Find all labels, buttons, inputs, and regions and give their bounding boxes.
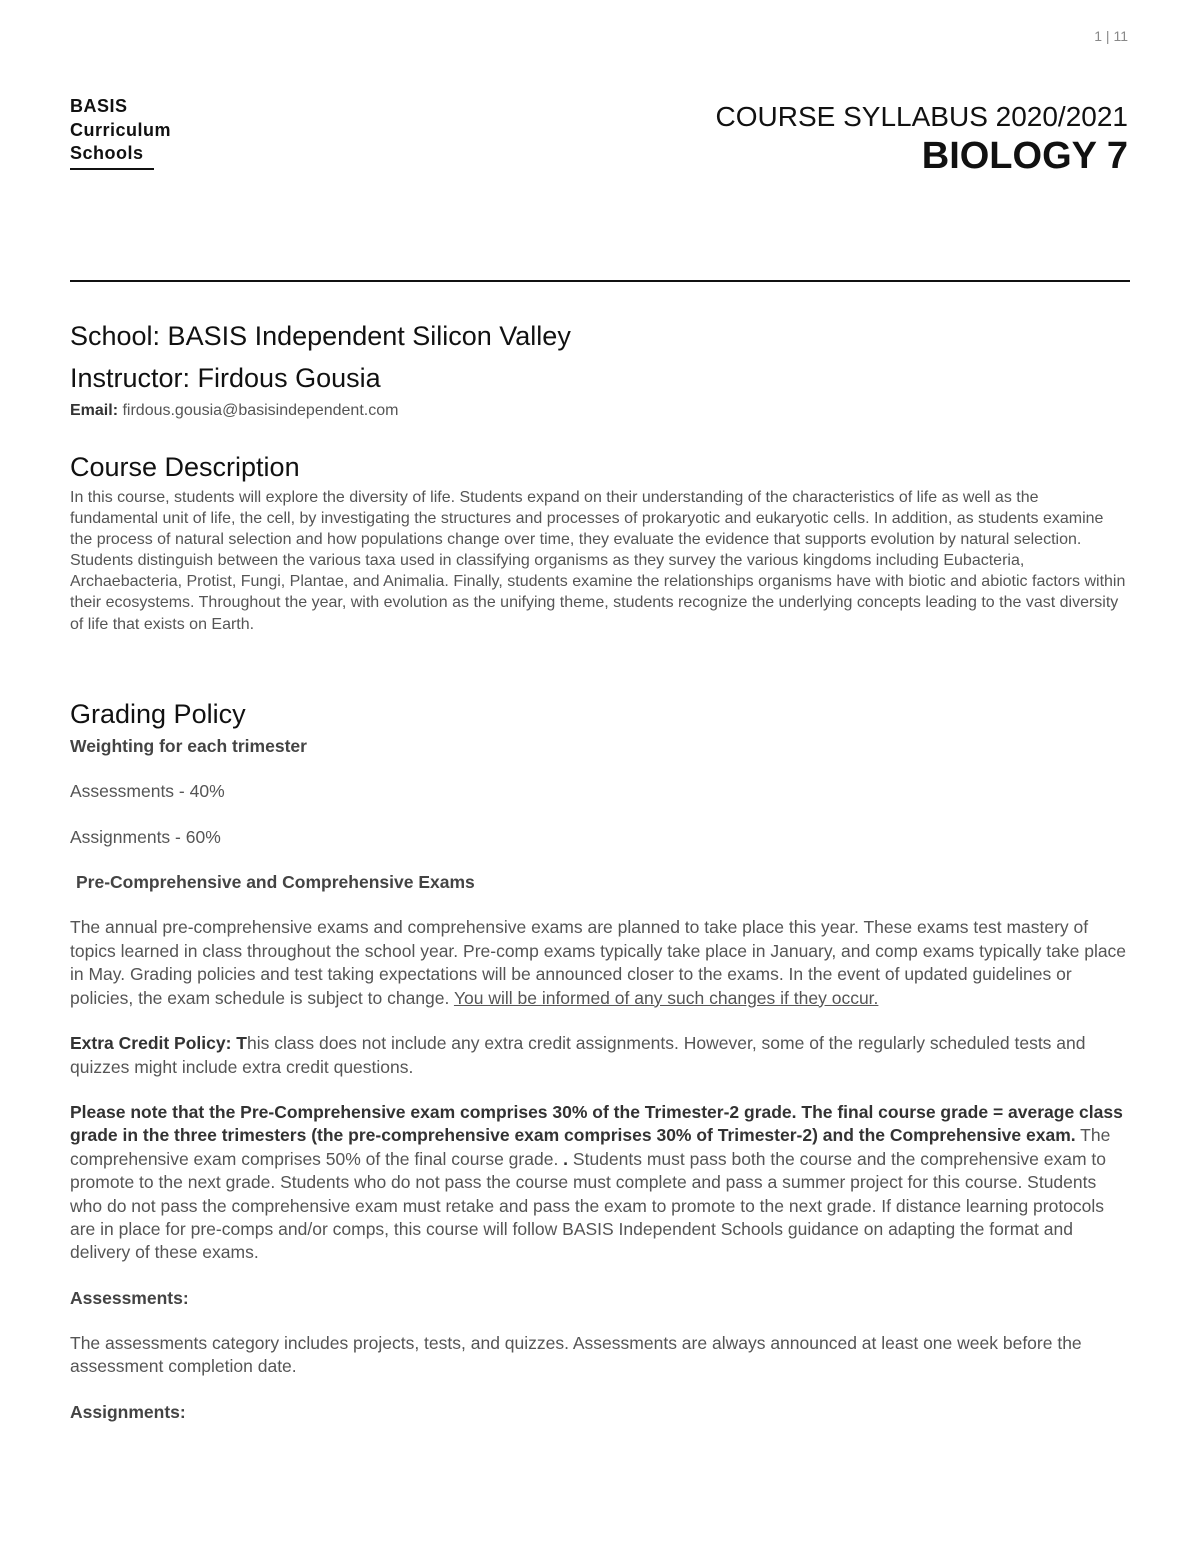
final-grade-note-bold: Please note that the Pre-Comprehensive exam comprises 30% of the Trimester-2 grade. The final course grade = average class grade in the three trimesters (the pre-comprehensive exam comprises 30% of Trimester-2) and the Comprehensive exam. [70, 1101, 1123, 1146]
header-divider [70, 280, 1130, 282]
email-label: Email: [70, 402, 119, 419]
weighting-label: Weighting for each trimester [70, 735, 307, 756]
course-title: BIOLOGY 7 [921, 135, 1128, 177]
logo-underline [70, 168, 154, 170]
logo-line-3: Schools [70, 143, 144, 163]
course-description-heading: Course Description [70, 452, 300, 482]
final-grade-note-text: The comprehensive exam comprises 50% of the final course grade. [70, 1125, 1111, 1169]
exams-paragraph [70, 916, 1130, 1010]
exams-text: The annual pre-comprehensive exams and comprehensive exams are planned to take place this year. These exams test mastery of topics learned in class throughout the school year. Pre-comp exams typically take place in January, and comp exams typically take place in May. Grading policies and test taking expectations will be announced closer to the exams. In the event of updated guidelines or policies, the exam schedule is subject to change. [70, 917, 1127, 1008]
final-grade-note [70, 1101, 1130, 1265]
extra-credit-text: his class does not include any extra credit assignments. However, some of the regularly scheduled tests and quizzes might include extra credit questions. [70, 1033, 1086, 1077]
email-line [70, 400, 1130, 422]
school-name: School: BASIS Independent Silicon Valley [70, 321, 571, 351]
email-address[interactable]: firdous.gousia@basisindependent.com [118, 402, 399, 419]
final-grade-note-text-2: Students must pass both the course and the comprehensive exam to promote to the next grade. Students who do not pass the course must complete and pass a summer project for this course. Students who do not pass the comprehensive exam must retake and pass the exam to promote to the next grade. If distance learning protocols are in place for pre-comps and/or comps, this course will follow BASIS Independent Schools guidance on adapting the format and delivery of these exams. [70, 1148, 1106, 1263]
page-number: 1 | 11 [1094, 28, 1128, 44]
extra-credit-paragraph [70, 1032, 1130, 1079]
exams-heading: Pre-Comprehensive and Comprehensive Exams [76, 872, 475, 893]
instructor-name: Instructor: Firdous Gousia [70, 363, 381, 393]
final-grade-note-dot: . [563, 1148, 569, 1169]
title-block [716, 100, 1128, 178]
assignments-weight: Assignments - 60% [70, 827, 221, 848]
logo-line-1: BASIS [70, 96, 128, 116]
assessments-weight: Assessments - 40% [70, 780, 225, 801]
basis-logo [70, 95, 171, 166]
grading-policy-heading: Grading Policy [70, 698, 246, 729]
assessments-heading: Assessments: [70, 1287, 189, 1308]
assignments-heading: Assignments: [70, 1401, 186, 1422]
exams-notice-underlined: You will be informed of any such changes if they occur. [453, 987, 879, 1008]
logo-line-2: Curriculum [70, 119, 172, 140]
extra-credit-label: Extra Credit Policy: T [70, 1033, 247, 1054]
document-body [70, 318, 1130, 1424]
course-description-text: In this course, students will explore the diversity of life. Students expand on their understanding of the characteristics of life as well as the fundamental unit of life, the cell, by investigating the structures and processes of prokaryotic and eukaryotic cells. In addition, as students examine the process of natural selection and how populations change over time, they evaluate the evidence that supports evolution by natural selection. Students distinguish between the various taxa used in classifying organisms as they survey the various kingdoms including Eubacteria, Archaebacteria, Protist, Fungi, Plantae, and Animalia. Finally, students examine the relationships organisms have with biotic and abiotic factors within their ecosystems. Throughout the year, with evolution as the unifying theme, students recognize the underlying concepts leading to the vast diversity of life that exists on Earth. [70, 489, 1126, 633]
assessments-text: The assessments category includes projects, tests, and quizzes. Assessments are always announced at least one week before the assessment completion date. [70, 1332, 1082, 1377]
syllabus-subtitle: COURSE SYLLABUS 2020/2021 [715, 101, 1128, 132]
